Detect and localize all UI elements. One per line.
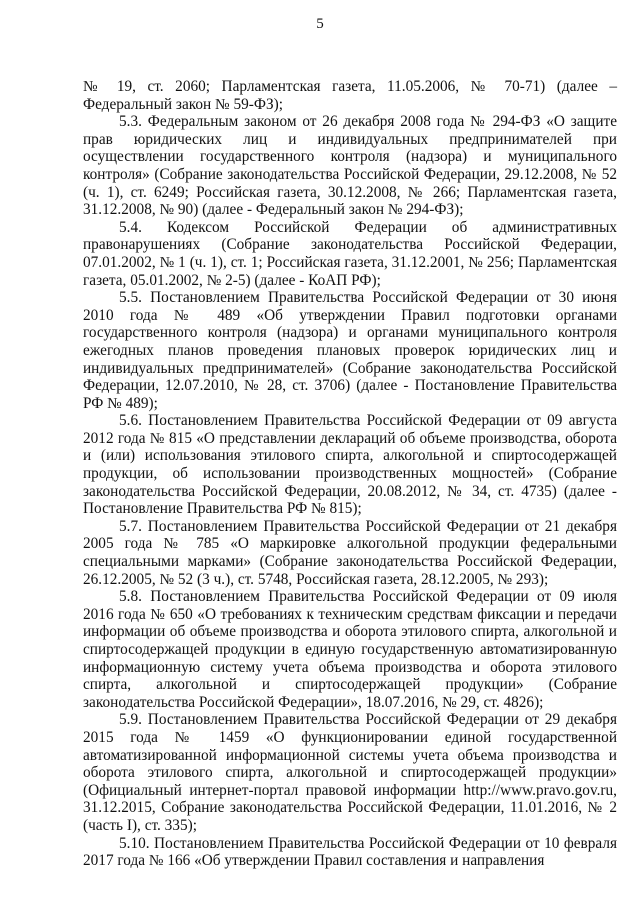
page-number: 5 [316, 16, 324, 32]
paragraph-5-10: 5.10. Постановлением Правительства Российской Федерации от 10 февраля 2017 года № 166 «Об утверждении Правил составления и направления [83, 834, 617, 870]
paragraph-5-3: 5.3. Федеральным законом от 26 декабря 2008 года № 294-ФЗ «О защите прав юридических лиц и индивидуальных предпринимателей при осуществлении государственного контроля (надзора) и муниципального контроля» (Собрание законодательства Российской Федерации, 29.12.2008, № 52 (ч. 1), ст. 6249; Российская газета, 30.12.2008, № 266; Парламентская газета, 31.12.2008, № 90) (далее - Федеральный закон № 294-ФЗ); [83, 113, 617, 219]
paragraph-5-6: 5.6. Постановлением Правительства Российской Федерации от 09 августа 2012 года № 815 «О представлении деклараций об объеме производства, оборота и (или) использования этилового спирта, алкогольной и спиртосодержащей продукции, об использовании производственных мощностей» (Собрание законодательства Российской Федерации, 20.08.2012, № 34, ст. 4735) (далее - Постановление Правительства РФ № 815); [83, 412, 617, 518]
paragraph-5-7: 5.7. Постановлением Правительства Российской Федерации от 21 декабря 2005 года № 785 «О маркировке алкогольной продукции федеральными специальными марками» (Собрание законодательства Российской Федерации, 26.12.2005, № 52 (3 ч.), ст. 5748, Российская газета, 28.12.2005, № 293); [83, 517, 617, 588]
paragraph-continuation: № 19, ст. 2060; Парламентская газета, 11.05.2006, № 70-71) (далее – Федеральный закон № 59-ФЗ); [83, 78, 617, 113]
paragraph-5-8: 5.8. Постановлением Правительства Российской Федерации от 09 июля 2016 года № 650 «О требованиях к техническим средствам фиксации и передачи информации об объеме производства и оборота этилового спирта, алкогольной и спиртосодержащей продукции в единую государственную автоматизированную информационную систему учета объема производства и оборота этилового спирта, алкогольной и спиртосодержащей продукции» (Собрание законодательства Российской Федерации», 18.07.2016, № 29, ст. 4826); [83, 588, 617, 711]
paragraph-5-5: 5.5. Постановлением Правительства Российской Федерации от 30 июня 2010 года № 489 «Об утверждении Правил подготовки органами государственного контроля (надзора) и органами муниципального контроля ежегодных планов проведения плановых проверок юридических лиц и индивидуальных предпринимателей» (Собрание законодательства Российской Федерации, 12.07.2010, № 28, ст. 3706) (далее - Постановление Правительства РФ № 489); [83, 289, 617, 412]
paragraph-5-4: 5.4. Кодексом Российской Федерации об административных правонарушениях (Собрание законодательства Российской Федерации, 07.01.2002, № 1 (ч. 1), ст. 1; Российская газета, 31.12.2001, № 256; Парламентская газета, 05.01.2002, № 2-5) (далее - КоАП РФ); [83, 218, 617, 289]
document-body [83, 78, 617, 870]
paragraph-5-9: 5.9. Постановлением Правительства Российской Федерации от 29 декабря 2015 года № 1459 «О функционировании единой государственной автоматизированной информационной системы учета объема производства и оборота этилового спирта, алкогольной и спиртосодержащей продукции» (Официальный интернет-портал правовой информации http://www.pravo.gov.ru, 31.12.2015, Собрание законодательства Российской Федерации, 11.01.2016, № 2 (часть I), ст. 335); [83, 711, 617, 834]
